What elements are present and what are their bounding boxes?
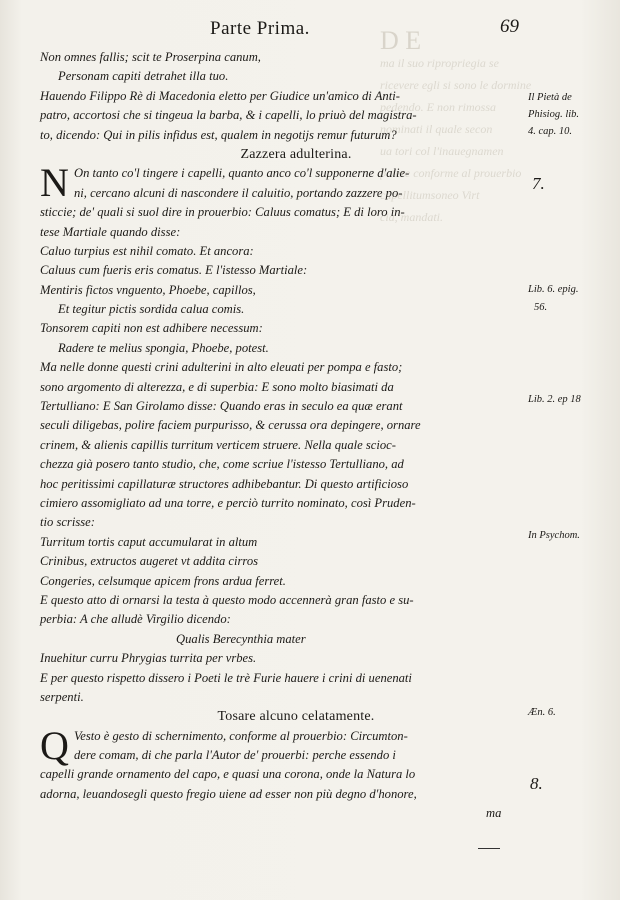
text-line: to, dicendo: Qui in pilis infidus est, qualem in negotijs remur futurum? [40,127,397,142]
marginal-number: 8. [530,774,543,793]
margin-note: Il Pietà de [528,92,572,103]
section-heading: Zazzera adulterina. [240,146,352,162]
page-number: 69 [500,16,519,37]
text-line: adorna, leuandosegli questo fregio uiene ad esser non più degno d'honore, [40,786,417,801]
margin-note: Phisiog. lib. [528,109,580,120]
marginal-number: 7. [532,174,545,193]
catchword-rule [478,848,500,849]
text-line: Et tegitur pictis sordida calua comis. [58,302,245,317]
text-line: tio scrisse: [40,515,95,530]
text-line: Radere te melius spongia, Phoebe, potest. [58,340,269,355]
margin-note: Æn. 6. [528,707,556,718]
text-line: seculi diligebas, polire faciem purpurisso, & cerussa ora depingere, ornare [40,418,421,433]
text-line: patro, accortosi che si tingeua la barba, & i capelli, lo priuò del magistra- [40,108,417,123]
text-line: Ma nelle donne questi crini adulterini in alto eleuati per pompa e fasto; [40,360,403,375]
margin-note: In Psychom. [528,530,580,541]
text-line: chezza già posero tanto studio, che, come scriue l'istesso Tertulliano, ad [40,457,404,472]
text-line: Personam capiti detrahet illa tuo. [58,69,229,84]
catchword: ma [486,806,502,821]
text-line-content: On tanto co'l tingere i capelli, quanto anco co'l supponerne d'alie- [74,166,410,181]
text-line: Mentiris fictos vnguento, Phoebe, capillos, [40,282,256,297]
margin-note: 4. cap. 10. [528,126,573,137]
text-line: E questo atto di ornarsi la testa à questo modo accennerà gran fasto e su- [40,592,414,607]
body-text [40,48,552,824]
bleed-through-text: D E ma il suo ripropriegia se ricevere egli si sono le dormine pedendo. E non rimossa nominati il quale secon ua tori col l'inauegnamen potere conforme al prouerbio capellitumsoneo Virt cia, mandati. [380,30,532,224]
text-line-content: Vesto è gesto di schernimento, conforme al prouerbio: Circumton- [74,728,408,743]
text-line: sono argomento di alterezza, e di superbia: E sono molto biasimati da [40,379,394,394]
text-line: Caluo turpius est nihil comato. Et ancora: [40,243,254,258]
drop-cap: N [40,160,69,206]
text-line: Tertulliano: E San Girolamo disse: Quando eras in seculo ea quæ erant [40,399,403,414]
text-line: Inuehitur curru Phrygias turrita per vrbes. [40,651,257,666]
section-heading: Tosare alcuno celatamente. [217,709,375,725]
page-header [40,18,560,44]
drop-cap: Q [40,722,69,768]
text-line: Non omnes fallis; scit te Proserpina canum, [40,50,261,64]
text-line: dere comam, di che parla l'Autor de' prouerbi: perche essendo i [74,748,396,763]
text-line: capelli grande ornamento del capo, e quasi una corona, onde la Natura lo [40,767,416,782]
margin-note: 56. [534,302,548,313]
text-line: Congeries, celsumque apicem frons ardua ferret. [40,573,286,588]
text-line: E per questo rispetto dissero i Poeti le trè Furie hauere i crini di uenenati [40,670,412,685]
text-line: Turritum tortis caput accumularat in altum [40,534,258,549]
text-line: serpenti. [40,689,84,704]
text-line: Hauendo Filippo Rè di Macedonia eletto per Giudice un'amico di Anti- [40,88,400,103]
margin-note: Lib. 2. ep 18 [528,394,581,405]
text-line: tese Martiale quando disse: [40,224,181,239]
text-line: hoc peritissimi capillaturæ structores adhibebantur. Di questo artificioso [40,476,409,491]
text-line: cimiero assomigliato ad una torre, e perciò turrito nominato, così Pruden- [40,495,416,510]
text-line: ni, cercano alcuni di nascondere il caluitio, portando zazzere po- [74,185,403,200]
text-line: perbia: A che alludè Virgilio dicendo: [40,612,231,627]
text-line: Tonsorem capiti non est adhibere necessum: [40,321,263,336]
text-line: crinem, & alienis capillis turritum verticem struere. Nella quale scioc- [40,437,396,452]
text-line: sticcie; de' quali si suol dire in prouerbio: Caluus comatus; E di loro in- [40,205,405,220]
running-title: Parte Prima. [210,18,310,39]
text-line: Caluus cum fueris eris comatus. E l'istesso Martiale: [40,263,308,278]
margin-note: Lib. 6. epig. [528,284,579,295]
text-line: Crinibus, extructos augeret vt addita cirros [40,554,259,569]
text-line: Qualis Berecynthia mater [176,631,306,646]
